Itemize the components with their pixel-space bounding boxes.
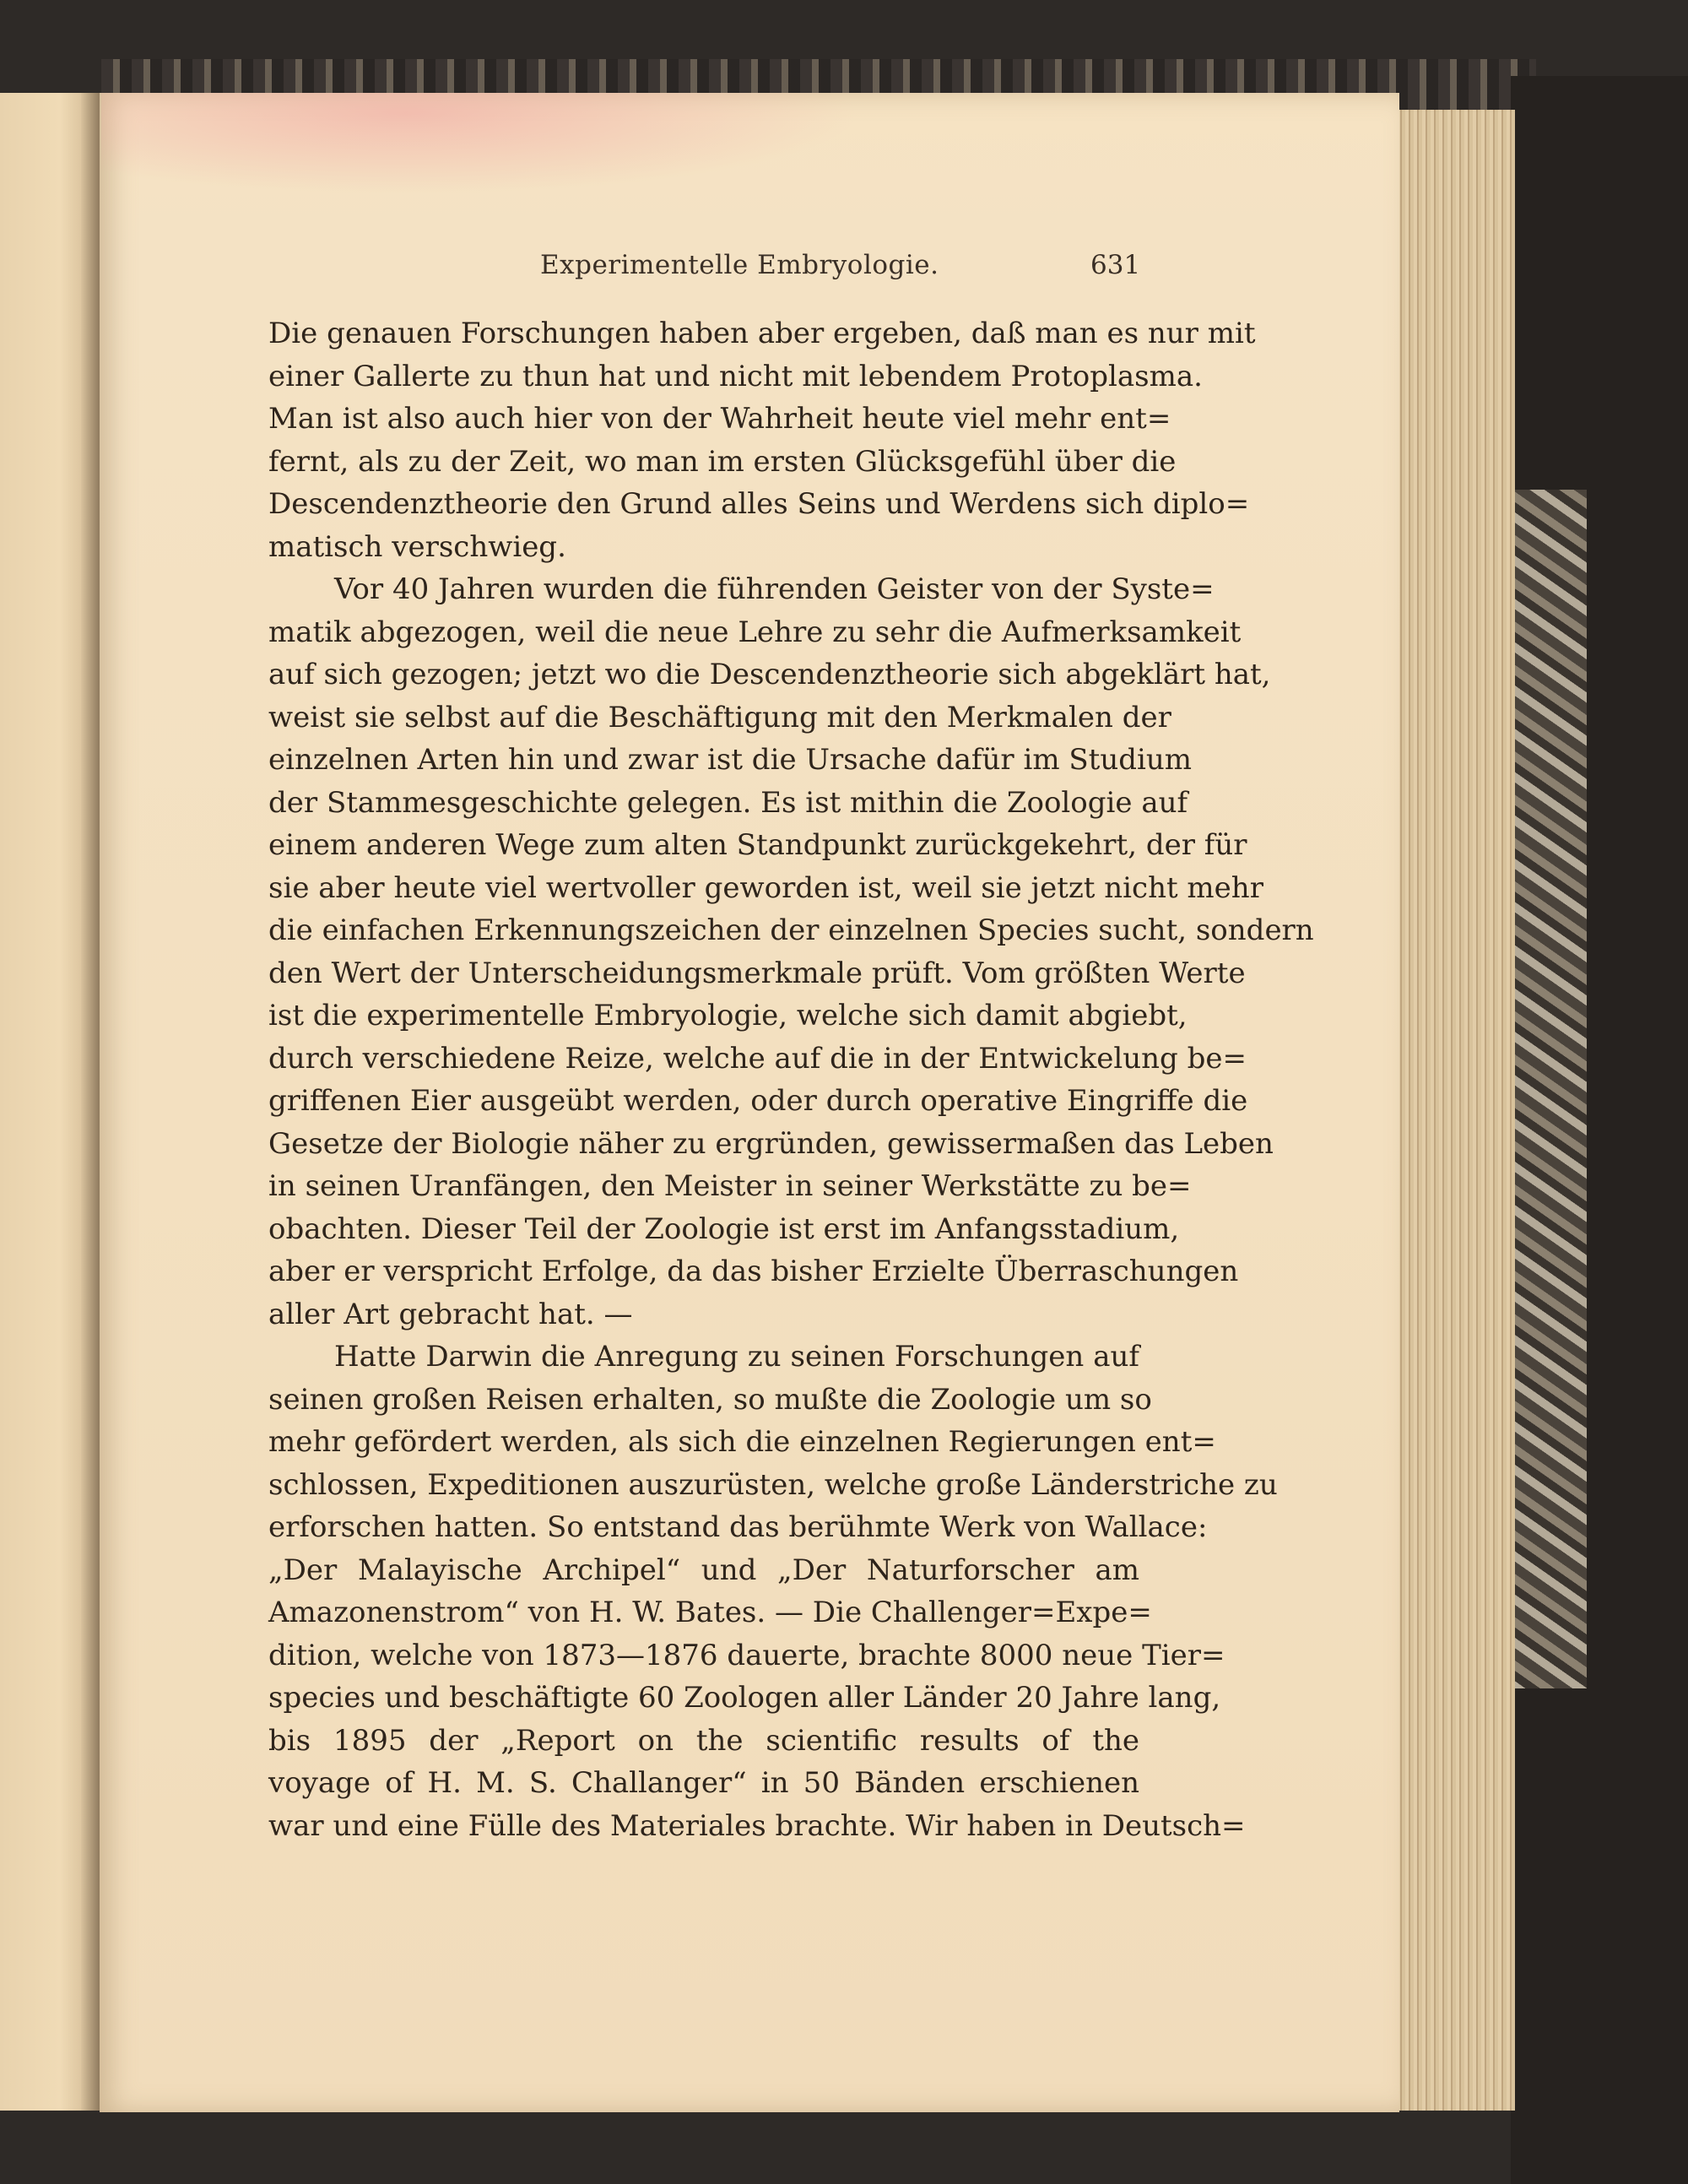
gutter-shadow (81, 93, 100, 2111)
text-line: aller Art gebracht hat. — (268, 1297, 633, 1331)
text-line: obachten. Dieser Teil der Zoologie ist erst im Anfangsstadium, (268, 1211, 1180, 1246)
page-number: 631 (1090, 250, 1141, 280)
text-line: einem anderen Wege zum alten Standpunkt zurückgekehrt, der für (268, 828, 1247, 862)
text-line: einer Gallerte zu thun hat und nicht mit lebendem Protoplasma. (268, 359, 1203, 393)
text-line: sie aber heute viel wertvoller geworden ist, weil sie jetzt nicht mehr (268, 870, 1263, 905)
text-line: einzelnen Arten hin und zwar ist die Ursache dafür im Studium (268, 743, 1192, 777)
page-edges (1397, 110, 1515, 2111)
text-line: Gesetze der Biologie näher zu ergründen, gewissermaßen das Leben (268, 1126, 1274, 1161)
text-line: griffenen Eier ausgeübt werden, oder durch operative Eingriffe die (268, 1084, 1248, 1118)
text-line: schlossen, Expeditionen auszurüsten, welche große Länderstriche zu (268, 1467, 1278, 1502)
text-line: den Wert der Unterscheidungsmerkmale prüft. Vom größten Werte (268, 956, 1246, 990)
text-line: erforschen hatten. So entstand das berühmte Werk von Wallace: (268, 1510, 1208, 1544)
text-line: aber er verspricht Erfolge, da das bisher Erzielte Überraschungen (268, 1255, 1239, 1288)
text-line: seinen großen Reisen erhalten, so mußte die Zoologie um so (268, 1382, 1152, 1417)
text-line: matik abgezogen, weil die neue Lehre zu sehr die Aufmerksamkeit (268, 615, 1242, 649)
text-line: mehr gefördert werden, als sich die einzelnen Regierungen ent= (268, 1425, 1216, 1459)
text-line: bis 1895 der „Report on the scientific results of the (268, 1723, 1139, 1758)
text-line: ist die experimentelle Embryologie, welche sich damit abgiebt, (268, 999, 1188, 1032)
text-line: matisch verschwieg. (268, 529, 566, 564)
text-line: war und eine Fülle des Materiales brachte. Wir haben in Deutsch= (268, 1808, 1246, 1843)
text-line: fernt, als zu der Zeit, wo man im ersten Glücksgefühl über die (268, 444, 1177, 479)
text-line: species und beschäftigte 60 Zoologen aller Länder 20 Jahre lang, (268, 1681, 1221, 1715)
text-line: die einfachen Erkennungszeichen der einzelnen Species sucht, sondern (268, 913, 1314, 947)
body-text (268, 312, 1314, 1847)
page-stain (101, 93, 861, 194)
text-line: weist sie selbst auf die Beschäftigung mit den Merkmalen der (268, 700, 1171, 734)
text-line: der Stammesgeschichte gelegen. Es ist mithin die Zoologie auf (268, 785, 1188, 820)
running-head: Experimentelle Embryologie. (540, 250, 939, 280)
text-line: dition, welche von 1873—1876 dauerte, brachte 8000 neue Tier= (268, 1638, 1225, 1672)
text-line: „Der Malayische Archipel“ und „Der Naturforscher am (268, 1553, 1139, 1587)
text-line: durch verschiedene Reize, welche auf die in der Entwickelung be= (268, 1041, 1247, 1076)
marbled-cover-paper (1511, 490, 1587, 1688)
text-line: Man ist also auch hier von der Wahrheit heute viel mehr ent= (268, 402, 1171, 436)
text-line: Die genauen Forschungen haben aber ergeben, daß man es nur mit (268, 317, 1256, 350)
text-line: voyage of H. M. S. Challanger“ in 50 Bänden erschienen (268, 1766, 1139, 1800)
text-line: Vor 40 Jahren wurden die führenden Geister von der Syste= (334, 572, 1215, 606)
text-line: Amazonenstrom“ von H. W. Bates. — Die Challenger=Expe= (268, 1596, 1152, 1629)
text-line: auf sich gezogen; jetzt wo die Descendenztheorie sich abgeklärt hat, (268, 658, 1271, 691)
text-line: Hatte Darwin die Anregung zu seinen Forschungen auf (334, 1340, 1139, 1374)
text-line: Descendenztheorie den Grund alles Seins und Werdens sich diplo= (268, 487, 1250, 521)
text-line: in seinen Uranfängen, den Meister in seiner Werkstätte zu be= (268, 1169, 1192, 1203)
